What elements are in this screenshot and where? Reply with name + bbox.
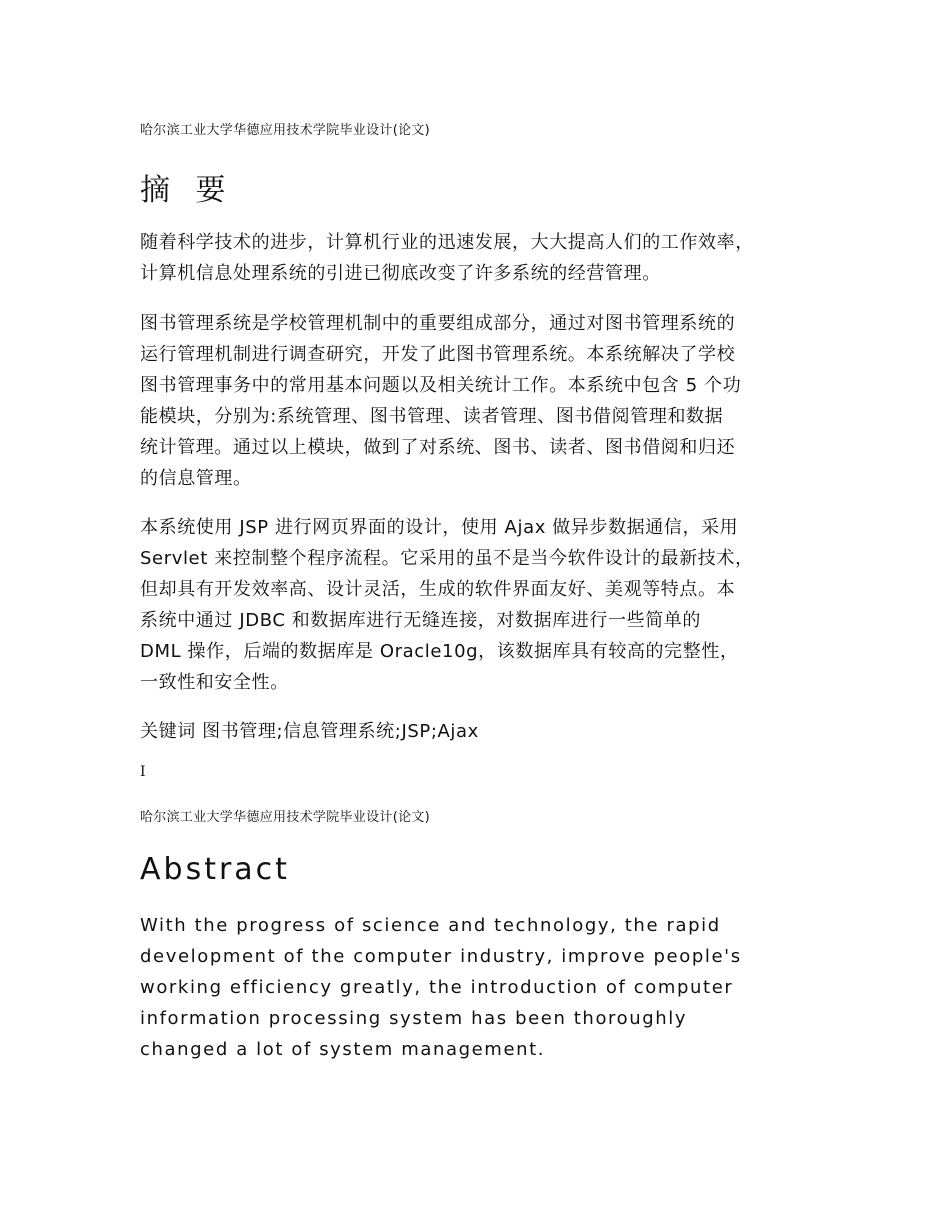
abstract-heading-cn: 摘 要 — [140, 173, 234, 208]
cn-para2-line-2: 运行管理机制进行调查研究，开发了此图书管理系统。本系统解决了学校 — [140, 344, 736, 365]
en-para1-line-4: information processing system has been thoroughly — [140, 1008, 688, 1029]
cn-para1-line-2: 计算机信息处理系统的引进已彻底改变了许多系统的经营管理。 — [140, 263, 661, 284]
cn-para3-line-4: 系统中通过 JDBC 和数据库进行无缝连接，对数据库进行一些简单的 — [140, 610, 702, 631]
cn-para1-line-1: 随着科学技术的进步，计算机行业的迅速发展，大大提高人们的工作效率， — [140, 232, 754, 253]
page-header-2: 哈尔滨工业大学华德应用技术学院毕业设计(论文) — [140, 810, 431, 825]
cn-para3-line-6: 一致性和安全性。 — [140, 672, 289, 693]
cn-para2-line-5: 统计管理。通过以上模块，做到了对系统、图书、读者、图书借阅和归还 — [140, 437, 736, 458]
cn-para3-line-3: 但却具有开发效率高、设计灵活，生成的软件界面友好、美观等特点。本 — [140, 579, 736, 600]
en-para1-line-3: working efficiency greatly, the introduction of computer — [140, 977, 734, 998]
page-number: I — [140, 764, 146, 780]
page-header-1: 哈尔滨工业大学华德应用技术学院毕业设计(论文) — [140, 123, 431, 138]
en-para1-line-2: development of the computer industry, improve people's — [140, 946, 742, 967]
cn-para3-line-2: Servlet 来控制整个程序流程。它采用的虽不是当今软件设计的最新技术， — [140, 548, 754, 569]
abstract-heading-en: Abstract — [140, 852, 290, 887]
cn-para2-line-6: 的信息管理。 — [140, 468, 252, 489]
cn-para3-line-5: DML 操作，后端的数据库是 Oracle10g，该数据库具有较高的完整性， — [140, 641, 739, 662]
en-para1-line-5: changed a lot of system management. — [140, 1039, 546, 1060]
cn-para2-line-3: 图书管理事务中的常用基本问题以及相关统计工作。本系统中包含 5 个功 — [140, 375, 742, 396]
cn-para2-line-4: 能模块，分别为:系统管理、图书管理、读者管理、图书借阅管理和数据 — [140, 406, 724, 427]
cn-para2-line-1: 图书管理系统是学校管理机制中的重要组成部分，通过对图书管理系统的 — [140, 313, 736, 334]
keywords-line: 关键词 图书管理;信息管理系统;JSP;Ajax — [140, 721, 479, 742]
cn-para3-line-1: 本系统使用 JSP 进行网页界面的设计，使用 Ajax 做异步数据通信，采用 — [140, 517, 739, 538]
en-para1-line-1: With the progress of science and technology, the rapid — [140, 915, 721, 936]
